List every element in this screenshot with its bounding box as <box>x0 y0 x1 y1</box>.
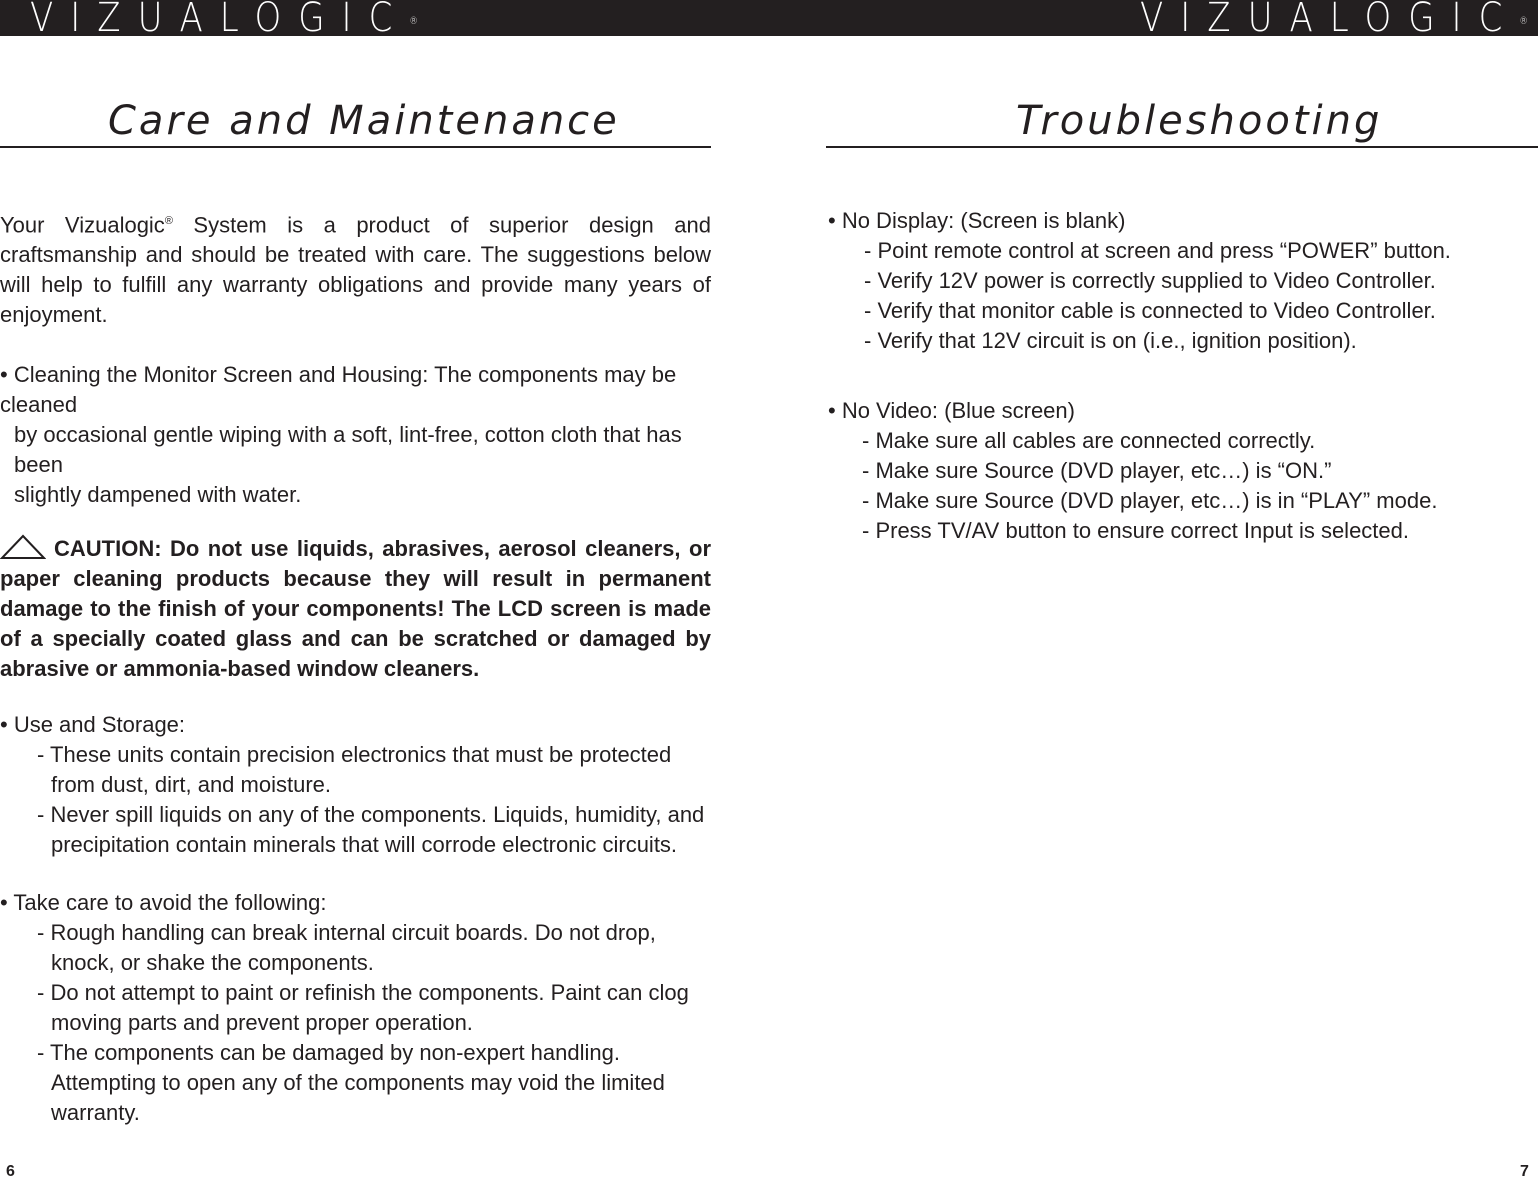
cleaning-paragraph: • Cleaning the Monitor Screen and Housing: The components may be cleaned by occasional gentle wiping with a soft, lint-free, cotton cloth that has been slightly dampened with water. <box>0 362 682 508</box>
list-item: - Never spill liquids on any of the components. Liquids, humidity, and precipitation contain minerals that will corrode electronic circuits. <box>37 802 705 858</box>
right-title-rule <box>826 146 1538 148</box>
brand-logo-right: VIZUALOGIC® <box>1140 0 1528 41</box>
list-item: - Verify 12V power is correctly supplied to Video Controller. <box>864 268 1436 293</box>
caution-paragraph: CAUTION: Do not use liquids, abrasives, aerosol cleaners, or paper cleaning products because they will result in permanent damage to the finish of your components! The LCD screen is made of a specially coated glass and can be scratched or damaged by abrasive or ammonia-based window cleaners. <box>0 536 711 682</box>
care-title: Care and Maintenance <box>108 98 620 144</box>
page-number-left: 6 <box>6 1163 15 1180</box>
left-title-rule <box>0 146 711 148</box>
list-item: - These units contain precision electronics that must be protected from dust, dirt, and moisture. <box>37 742 672 798</box>
list-item: - Verify that monitor cable is connected to Video Controller. <box>864 298 1436 323</box>
brand-logo-left: VIZUALOGIC® <box>30 0 418 41</box>
no-display-section: • No Display: (Screen is blank) - Point remote control at screen and press “POWER” button. - Verify 12V power is correctly supplied to Video Controller. - Verify that monitor cable is connected to Video Controller. - Verify that 12V circuit is on (i.e., ignition position). <box>828 206 1528 356</box>
list-item: - Do not attempt to paint or refinish the components. Paint can clog moving parts and prevent proper operation. <box>37 980 689 1036</box>
avoid-section: • Take care to avoid the following: - Rough handling can break internal circuit boards. Do not drop, knock, or shake the components. - Do not attempt to paint or refinish the components. Paint can clog moving parts and prevent proper operation. - The components can be damaged by non-expert handling. Attempting to open any of the components may void the limited warranty. <box>0 888 711 1128</box>
right-content <box>828 206 1528 546</box>
list-item: - Make sure all cables are connected correctly. <box>862 428 1316 453</box>
page-number-right: 7 <box>1520 1163 1529 1180</box>
use-storage-section: • Use and Storage: - These units contain precision electronics that must be protected from dust, dirt, and moisture. - Never spill liquids on any of the components. Liquids, humidity, and precipitation contain minerals that will corrode electronic circuits. <box>0 710 711 860</box>
list-item: - Verify that 12V circuit is on (i.e., ignition position). <box>864 328 1357 353</box>
list-item: - Make sure Source (DVD player, etc…) is “ON.” <box>862 458 1332 483</box>
list-item: - The components can be damaged by non-expert handling. Attempting to open any of the components may void the limited warranty. <box>37 1040 665 1126</box>
no-video-section: • No Video: (Blue screen) - Make sure all cables are connected correctly. - Make sure Source (DVD player, etc…) is “ON.” - Make sure Source (DVD player, etc…) is in “PLAY” mode. - Press TV/AV button to ensure correct Input is selected. <box>828 396 1528 546</box>
warning-triangle-icon <box>0 534 46 560</box>
list-item: - Make sure Source (DVD player, etc…) is in “PLAY” mode. <box>862 488 1438 513</box>
list-item: - Rough handling can break internal circuit boards. Do not drop, knock, or shake the components. <box>37 920 656 976</box>
list-item: - Point remote control at screen and press “POWER” button. <box>864 238 1451 263</box>
intro-paragraph: Your Vizualogic® System is a product of superior design and craftsmanship and should be treated with care. The suggestions below will help to fulfill any warranty obligations and provide many years of enjoyment. <box>0 212 711 328</box>
troubleshooting-title: Troubleshooting <box>1016 98 1383 144</box>
list-item: - Press TV/AV button to ensure correct Input is selected. <box>862 518 1410 543</box>
left-content <box>0 206 711 1128</box>
